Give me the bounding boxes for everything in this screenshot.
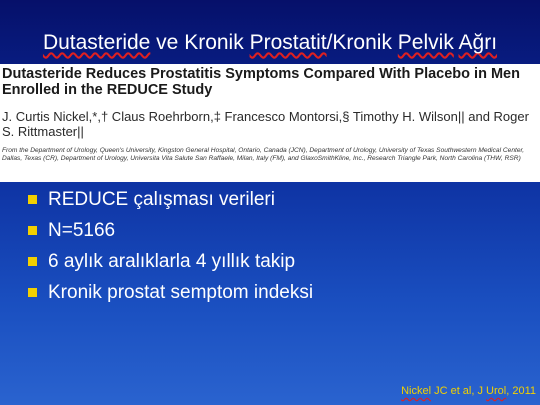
title-part-dutasteride: Dutasteride	[42, 31, 151, 54]
citation-part-nickel: Nickel	[401, 385, 432, 397]
slide-title	[0, 30, 540, 56]
bullet-text: 6 aylık aralıklarla 4 yıllık takip	[48, 250, 296, 272]
square-bullet-icon	[28, 226, 37, 235]
title-part-agri: Ağrı	[458, 31, 498, 54]
bullet-item	[28, 246, 313, 277]
citation-part-year: , 2011	[506, 385, 536, 397]
bullet-list	[28, 184, 313, 308]
title-part-pelvik: Pelvik	[397, 31, 454, 54]
bullet-item	[28, 184, 313, 215]
bullet-item	[28, 277, 313, 308]
bullet-text: REDUCE çalışması verileri	[48, 188, 275, 210]
bullet-item	[28, 215, 313, 246]
citation-part-middle: JC et al, J	[431, 385, 487, 397]
citation	[401, 385, 536, 398]
title-part-prostatit: Prostatit	[249, 31, 327, 54]
bullet-text: N=5166	[48, 219, 116, 241]
title-part-kronik: ve Kronik	[150, 31, 250, 54]
paper-title: Dutasteride Reduces Prostatitis Symptoms Compared With Placebo in Men Enrolled in the REDUCE Study	[2, 66, 520, 98]
paper-affiliations: From the Department of Urology, Queen's University, Kingston General Hospital, Ontario, Canada (JCN), Department of Urology, University of Texas Southwestern Medical Center, Dallas, Texas (CR), Department of Urology, Universita Vita Salute San Raffaele, Milan, Italy (FM), and GlaxoSmithKline, Inc., Research Triangle Park, North Carolina (THW, RSR)	[2, 147, 525, 163]
square-bullet-icon	[28, 288, 37, 297]
title-part-separator: /Kronik	[326, 31, 398, 54]
square-bullet-icon	[28, 257, 37, 266]
bullet-text: Kronik prostat semptom indeksi	[48, 281, 314, 303]
paper-authors: J. Curtis Nickel,*,† Claus Roehrborn,‡ Francesco Montorsi,§ Timothy H. Wilson|| and Roger S. Rittmaster||	[2, 109, 529, 139]
citation-part-urol: Urol	[486, 385, 507, 397]
paper-header-image	[0, 64, 540, 182]
square-bullet-icon	[28, 195, 37, 204]
